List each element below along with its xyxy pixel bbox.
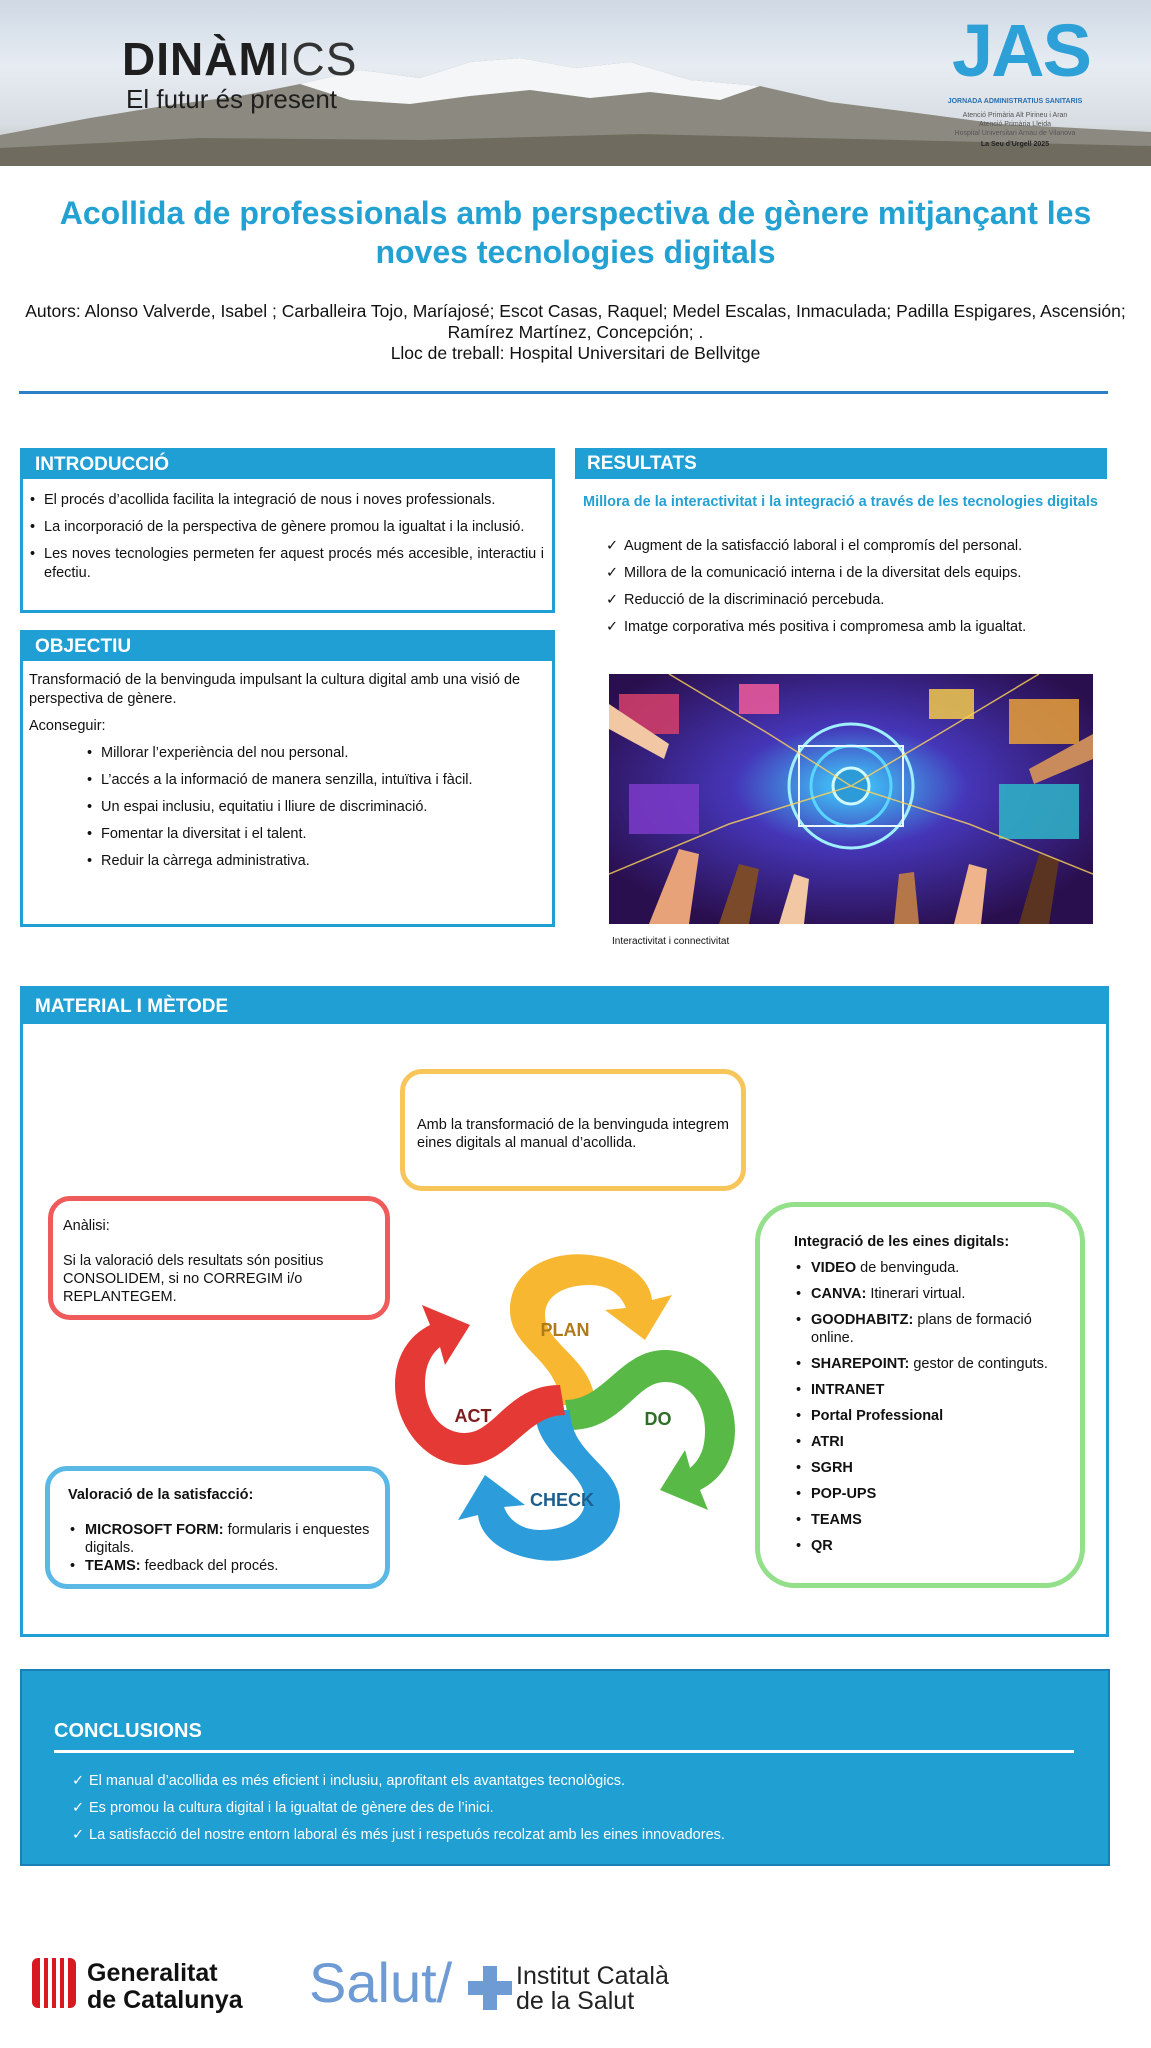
- list-item: ✓ Es promou la cultura digital i la igualtat de gènere des de l’inici.: [72, 1799, 1072, 1817]
- brand-light: ICS: [277, 33, 358, 85]
- act-label: ACT: [454, 1406, 492, 1426]
- list-item: • QR: [794, 1537, 1070, 1555]
- objectiu-panel: [20, 630, 555, 927]
- conclusions-list: [72, 1772, 1072, 1853]
- jas-logo: [930, 9, 1100, 154]
- list-item: • TEAMS: feedback del procés.: [68, 1557, 373, 1575]
- resultats-subheading: Millora de la interactivitat i la integració a través de les tecnologies digitals: [583, 494, 1098, 510]
- analisi-text: Si la valoració dels resultats són positius CONSOLIDEM, si no CORREGIM i/o REPLANTEGEM.: [63, 1253, 324, 1305]
- list-item: • INTRANET: [794, 1381, 1070, 1399]
- salut-logo: Salut/: [309, 1951, 453, 2014]
- objectiu-text: Transformació de la benvinguda impulsant la cultura digital amb una visió de perspectiva de gènere.: [29, 672, 521, 707]
- generalitat-text: [87, 1960, 243, 2014]
- valoracio-list: [68, 1521, 373, 1575]
- objectiu-heading: OBJECTIU: [23, 633, 552, 661]
- list-item: • SGRH: [794, 1459, 1070, 1477]
- plan-label: PLAN: [540, 1320, 590, 1340]
- jas-logo-text: JAS: [952, 9, 1090, 92]
- generalitat-line-1: Generalitat: [87, 1959, 218, 1987]
- integracio-list: [794, 1259, 1070, 1555]
- objectiu-aconseguir: Aconseguir:: [29, 718, 106, 734]
- jas-line-2: Atenció Primària Alt Pirineu i Aran: [962, 112, 1068, 119]
- list-item: ✓ Imatge corporativa més positiva i compromesa amb la igualtat.: [606, 618, 1106, 637]
- ics-logo-text: [516, 1964, 669, 2014]
- pdca-cycle-diagram: [390, 1240, 742, 1570]
- valoracio-box: [45, 1466, 390, 1589]
- list-item: ✓ Millora de la comunicació interna i de la diversitat dels equips.: [606, 564, 1106, 583]
- senyera-icon: [32, 1958, 76, 2008]
- generalitat-logo: [32, 1958, 282, 2014]
- list-item: • CANVA: Itinerari virtual.: [794, 1285, 1070, 1303]
- jas-line-3: Atenció Primària Lleida: [979, 121, 1051, 128]
- conclusions-divider: [54, 1750, 1074, 1753]
- list-item: • Un espai inclusiu, equitatiu i lliure de discriminació.: [85, 798, 544, 817]
- list-item: • El procés d’acollida facilita la integració de nous i noves professionals.: [28, 491, 544, 510]
- top-method-box: [400, 1069, 746, 1191]
- list-item: • Millorar l’experiència del nou personal.: [85, 744, 544, 763]
- jas-line-1: JORNADA ADMINISTRATIUS SANITARIS: [947, 98, 1083, 105]
- list-item: • Portal Professional: [794, 1407, 1070, 1425]
- list-item: ✓ Reducció de la discriminació percebuda.: [606, 591, 1106, 610]
- list-item: • MICROSOFT FORM: formularis i enquestes digitals.: [68, 1521, 373, 1557]
- jas-line-4: Hospital Universitari Arnau de Vilanova: [954, 130, 1076, 137]
- jas-line-5: La Seu d'Urgell 2025: [980, 141, 1050, 148]
- list-item: • GOODHABITZ: plans de formació online.: [794, 1311, 1070, 1347]
- brand-logo: [122, 32, 357, 86]
- list-item: • ATRI: [794, 1433, 1070, 1451]
- list-item: ✓ La satisfacció del nostre entorn laboral és més just i respetuós recolzat amb les eines innovadores.: [72, 1826, 1072, 1844]
- connectivity-illustration: [609, 674, 1093, 924]
- workplace: Lloc de treball: Hospital Universitari de Bellvitge: [390, 343, 761, 363]
- integracio-title: Integració de les eines digitals:: [794, 1234, 1010, 1250]
- check-label: CHECK: [529, 1490, 595, 1510]
- conclusions-heading: CONCLUSIONS: [54, 1720, 202, 1742]
- list-item: • La incorporació de la perspectiva de gènere promou la igualtat i la inclusió.: [28, 518, 544, 537]
- brand-tagline: El futur és present: [126, 84, 337, 114]
- health-cross-icon: [468, 1966, 512, 2010]
- authors-block: [20, 301, 1131, 364]
- list-item: • L’accés a la informació de manera senzilla, intuïtiva i fàcil.: [85, 771, 544, 790]
- integracio-box: [755, 1202, 1085, 1588]
- list-item: • Les noves tecnologies permeten fer aquest procés més accesible, interactiu i efectiu.: [28, 545, 544, 583]
- list-item: ✓ El manual d’acollida es més eficient i inclusiu, aprofitant els avantatges tecnològics.: [72, 1772, 1072, 1790]
- brand-bold: DINÀM: [122, 33, 278, 85]
- top-method-text: Amb la transformació de la benvinguda integrem eines digitals al manual d’acollida.: [417, 1117, 729, 1151]
- resultats-list: [606, 537, 1106, 645]
- generalitat-line-2: de Catalunya: [87, 1986, 243, 2014]
- material-heading: MATERIAL I MÈTODE: [23, 989, 1106, 1024]
- introduccio-panel: [20, 448, 555, 613]
- authors-line-1: Autors: Alonso Valverde, Isabel ; Carballeira Tojo, Maríajosé; Escot Casas, Raquel; Medel Escalas, Inmaculada; Padilla Espigares, Ascensión;: [25, 301, 1126, 321]
- resultats-heading: RESULTATS: [575, 448, 1107, 479]
- ics-line-1: Institut Català: [516, 1962, 669, 1990]
- list-item: • Reduir la càrrega administrativa.: [85, 852, 544, 871]
- list-item: • TEAMS: [794, 1511, 1070, 1529]
- list-item: • Fomentar la diversitat i el talent.: [85, 825, 544, 844]
- conclusions-panel: [20, 1669, 1110, 1866]
- objectiu-list: [23, 736, 552, 871]
- introduccio-list: [23, 479, 552, 583]
- do-label: DO: [644, 1409, 672, 1429]
- introduccio-heading: INTRODUCCIÓ: [23, 451, 552, 479]
- list-item: ✓ Augment de la satisfacció laboral i el compromís del personal.: [606, 537, 1106, 556]
- list-item: • POP-UPS: [794, 1485, 1070, 1503]
- list-item: • VIDEO de benvinguda.: [794, 1259, 1070, 1277]
- ics-line-2: de la Salut: [516, 1987, 635, 2015]
- valoracio-title: Valoració de la satisfacció:: [68, 1487, 254, 1503]
- authors-line-2: Ramírez Martínez, Concepción; .: [447, 322, 704, 342]
- list-item: • SHAREPOINT: gestor de continguts.: [794, 1355, 1070, 1373]
- analisi-box: [48, 1196, 390, 1320]
- title-divider: [19, 391, 1108, 394]
- image-caption: Interactivitat i connectivitat: [612, 936, 730, 947]
- analisi-title: Anàlisi:: [63, 1218, 110, 1234]
- poster-title: Acollida de professionals amb perspectiva de gènere mitjançant les noves tecnologies digitals: [59, 195, 1092, 270]
